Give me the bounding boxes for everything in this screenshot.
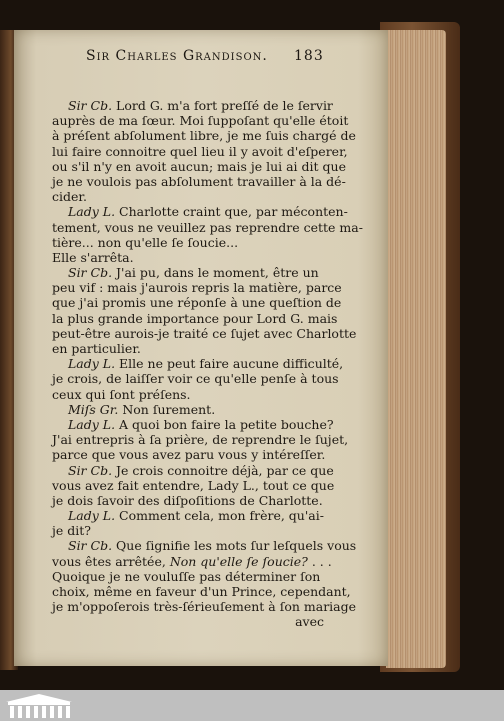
- page-header: [86, 48, 324, 64]
- line-text: J'ai pu, dans le moment, être un: [112, 265, 319, 281]
- line-text: je dois ſavoir des diſpoſitions de Charlotte.: [52, 492, 323, 508]
- text-line: [52, 265, 324, 280]
- line-text: Comment cela, mon frère, qu'ai-: [115, 508, 324, 524]
- text-line: [52, 402, 324, 417]
- line-text: je dit?: [52, 523, 91, 539]
- line-text: en particulier.: [52, 341, 141, 356]
- speaker-name: Lady L.: [68, 356, 116, 372]
- text-line: [52, 173, 346, 189]
- line-text: à préſent abſolument libre, je me ſuis chargé de: [52, 128, 356, 144]
- text-line: [52, 477, 335, 493]
- text-line: [52, 295, 342, 311]
- text-line: [52, 219, 363, 235]
- line-text: je m'oppoſerois très-ſérieuſement à ſon mariage: [52, 599, 357, 615]
- line-text: cider.: [52, 189, 87, 205]
- text-line: [52, 356, 344, 372]
- line-text: Non ſurement.: [118, 401, 216, 417]
- line-text: parce que vous avez paru vous y intéreſſer.: [52, 447, 326, 463]
- line-text: Lord G. m'a fort preſſé de le ſervir: [112, 98, 333, 113]
- text-line: [52, 416, 334, 432]
- line-text: Je crois connoitre déjà, par ce que: [112, 462, 334, 478]
- text-line: [52, 235, 324, 250]
- text-line: [52, 538, 357, 554]
- line-text: lui faire connoitre quel lieu il y avoit d'eſperer,: [52, 143, 348, 159]
- text-line: [52, 432, 349, 448]
- line-text: peut-être aurois-je traité ce ſujet avec Charlotte: [52, 325, 357, 341]
- speaker-name: Lady L.: [68, 416, 116, 432]
- line-text: vous êtes arrêtée,: [52, 553, 170, 569]
- text-line: [52, 523, 324, 538]
- page-edges: [386, 30, 446, 668]
- speaker-name: Sir Cb.: [68, 538, 113, 554]
- line-text: Quoique je ne vouluſſe pas déterminer ſon: [52, 568, 321, 584]
- text-line: [52, 325, 357, 341]
- line-text: Que ſignifie les mots ſur leſquels vous: [112, 538, 357, 554]
- text-line: [52, 387, 324, 402]
- line-text: choix, même en faveur d'un Prince, cependant,: [52, 584, 351, 599]
- text-line: [52, 250, 324, 265]
- line-text: tière... non qu'elle ſe ſoucie...: [52, 234, 239, 250]
- line-text: je crois, de laiſſer voir ce qu'elle penſe à tous: [52, 371, 339, 387]
- text-line: [52, 569, 324, 584]
- text-line: [52, 189, 324, 204]
- speaker-name: Lady L.: [68, 508, 116, 524]
- line-text: Elle ne peut faire aucune difficulté,: [115, 356, 344, 372]
- line-text: tement, vous ne veuillez pas reprendre cette ma-: [52, 219, 363, 235]
- text-line: [52, 341, 324, 356]
- line-text: vous avez fait entendre, Lady L., tout ce que: [52, 477, 335, 493]
- line-text: la plus grande importance pour Lord G. mais: [52, 310, 338, 326]
- catchword: avec: [295, 614, 324, 630]
- text-line: [52, 158, 346, 174]
- text-line: [52, 553, 332, 569]
- line-text: peu vif : mais j'aurois repris la matière, parce: [52, 280, 342, 296]
- text-line: [52, 143, 348, 159]
- text-line: [52, 462, 334, 478]
- speaker-name: Sir Cb.: [68, 265, 113, 281]
- text-line: [52, 128, 356, 144]
- text-line: [52, 204, 348, 220]
- quoted-phrase: Non qu'elle ſe ſoucie?: [169, 553, 308, 569]
- viewer-footer-bar: [0, 690, 504, 721]
- speaker-name: Miſs Gr.: [68, 401, 119, 417]
- line-text: Charlotte craint que, par méconten-: [115, 204, 348, 220]
- line-text: je ne voulois pas abſolument travailler à la dé-: [52, 173, 346, 189]
- text-line: [52, 508, 324, 523]
- text-line: [52, 447, 324, 462]
- line-text: que j'ai promis une réponſe à une queſtion de: [52, 295, 342, 311]
- speaker-name: Lady L.: [68, 204, 116, 220]
- text-line: [52, 113, 349, 129]
- library-building-logo: [4, 692, 74, 720]
- text-line: [52, 310, 338, 326]
- body-text: [52, 98, 363, 630]
- line-text: A quoi bon faire la petite bouche?: [115, 416, 334, 432]
- line-text: J'ai entrepris à ſa prière, de reprendre le ſujet,: [52, 432, 349, 448]
- line-text: auprès de ma ſœur. Moi ſuppoſant qu'elle étoit: [52, 113, 349, 129]
- line-text: ceux qui ſont préſens.: [52, 386, 191, 402]
- page-number: 183: [294, 48, 324, 64]
- running-title: Sir Charles Grandison.: [86, 48, 268, 64]
- line-tail: . . .: [307, 553, 332, 569]
- line-text: Elle s'arrêta.: [52, 249, 134, 265]
- text-line: [52, 98, 333, 113]
- line-text: ou s'il n'y en avoit aucun; mais je lui ai dit que: [52, 158, 346, 174]
- text-line: [52, 371, 339, 387]
- text-line: [52, 493, 324, 508]
- text-line: [52, 584, 351, 599]
- speaker-name: Sir Cb.: [68, 98, 113, 113]
- speaker-name: Sir Cb.: [68, 462, 113, 478]
- text-line: [52, 599, 357, 615]
- text-line: [52, 280, 342, 296]
